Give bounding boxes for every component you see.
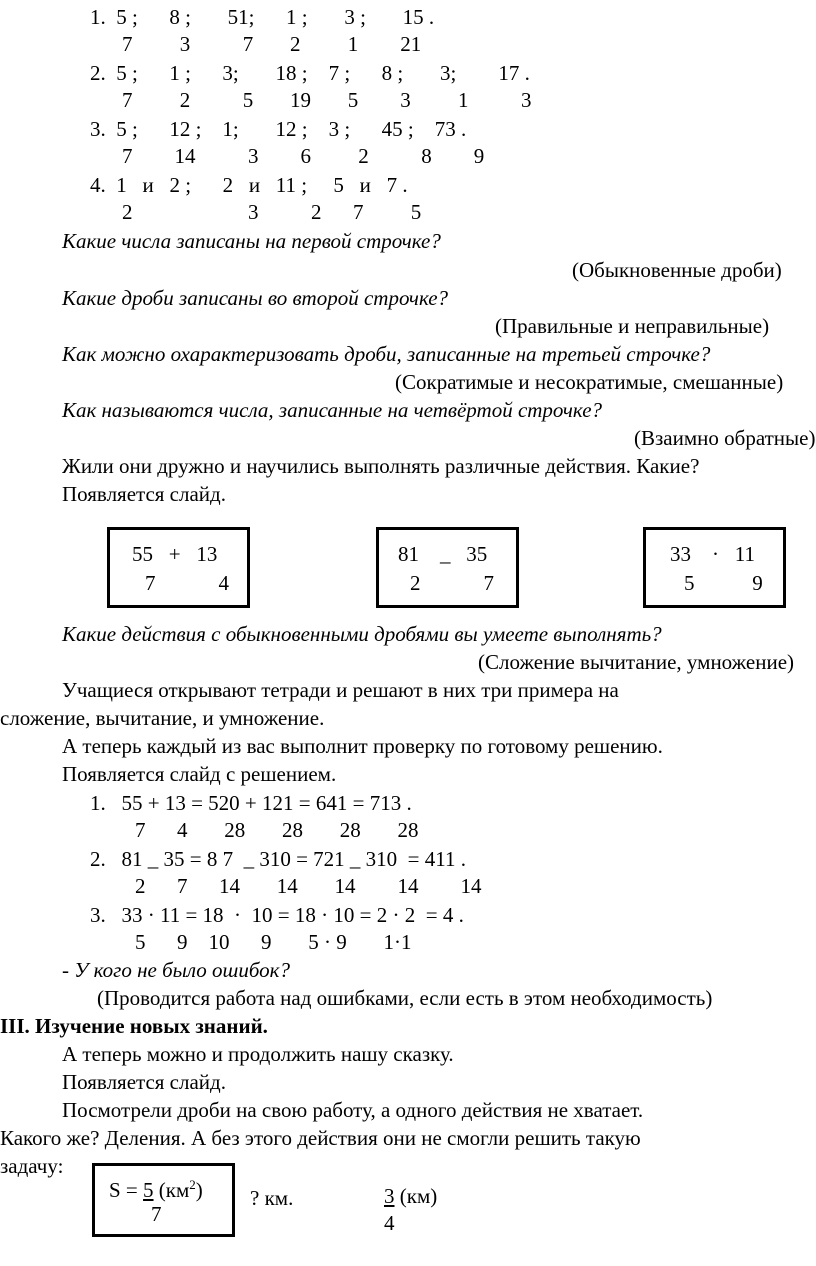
question-3: Как можно охарактеризовать дроби, записанные на третьей строчке? xyxy=(62,342,711,366)
box-multiplication-top: 33 · 11 xyxy=(670,542,755,566)
side-length: 3 (км) xyxy=(384,1184,438,1208)
box-subtraction-bottom: 2 7 xyxy=(410,571,494,595)
area-denominator: 7 xyxy=(151,1202,162,1226)
area-box xyxy=(92,1163,235,1237)
exercise-line-4: 4. 1 и 2 ; 2 и 11 ; 5 и 7 . xyxy=(90,173,408,197)
question-4: Как называются числа, записанные на четвёртой строчке? xyxy=(62,398,603,422)
question-6: - У кого не было ошибок? xyxy=(62,958,290,982)
side-denominator: 4 xyxy=(384,1211,395,1235)
exercise-line-4-denominators: 2 3 2 7 5 xyxy=(122,200,422,224)
exercise-line-3-denominators: 7 14 3 6 2 8 9 xyxy=(122,144,485,168)
paragraph-division-cont: Какого же? Деления. А без этого действия они не смогли решить такую xyxy=(0,1126,641,1150)
solution-1-denominators: 7 4 28 28 28 28 xyxy=(135,818,419,842)
exercise-line-1-denominators: 7 3 7 2 1 21 xyxy=(122,32,422,56)
exercise-line-3: 3. 5 ; 12 ; 1; 12 ; 3 ; 45 ; 73 . xyxy=(90,117,467,141)
paragraph-continue: А теперь можно и продолжить нашу сказку. xyxy=(62,1042,454,1066)
question-2: Какие дроби записаны во второй строчке? xyxy=(62,286,449,310)
answer-6: (Проводится работа над ошибками, если есть в этом необходимость) xyxy=(97,986,713,1010)
solution-3: 3. 33 · 11 = 18 · 10 = 18 · 10 = 2 · 2 = 4 . xyxy=(90,903,464,927)
paragraph-notebooks-cont: сложение, вычитание, и умножение. xyxy=(0,706,325,730)
answer-1: (Обыкновенные дроби) xyxy=(572,258,782,282)
answer-4: (Взаимно обратные) xyxy=(634,426,816,450)
exercise-line-2-denominators: 7 2 5 19 5 3 1 3 xyxy=(122,88,532,112)
box-multiplication-bottom: 5 9 xyxy=(684,571,763,595)
solution-2-denominators: 2 7 14 14 14 14 14 xyxy=(135,874,482,898)
exercise-line-1: 1. 5 ; 8 ; 51; 1 ; 3 ; 15 . xyxy=(90,5,435,29)
exercise-line-2: 2. 5 ; 1 ; 3; 18 ; 7 ; 8 ; 3; 17 . xyxy=(90,61,530,85)
paragraph-division: Посмотрели дроби на свою работу, а одного действия не хватает. xyxy=(62,1098,644,1122)
paragraph-actions: Жили они дружно и научились выполнять различные действия. Какие? xyxy=(62,454,700,478)
answer-5: (Сложение вычитание, умножение) xyxy=(478,650,795,674)
unknown-length: ? км. xyxy=(250,1186,294,1210)
example-box-multiplication xyxy=(643,527,786,608)
box-addition-top: 55 + 13 xyxy=(132,542,218,566)
answer-3: (Сократимые и несократимые, смешанные) xyxy=(395,370,784,394)
question-5: Какие действия с обыкновенными дробями вы умеете выполнять? xyxy=(62,622,662,646)
section-heading: III. Изучение новых знаний. xyxy=(0,1014,268,1038)
solution-1: 1. 55 + 13 = 520 + 121 = 641 = 713 . xyxy=(90,791,412,815)
box-subtraction-top: 81 _ 35 xyxy=(398,542,488,566)
example-box-subtraction xyxy=(376,527,519,608)
paragraph-slide: Появляется слайд. xyxy=(62,482,226,506)
paragraph-check: А теперь каждый из вас выполнит проверку по готовому решению. xyxy=(62,734,663,758)
question-1: Какие числа записаны на первой строчке? xyxy=(62,229,441,253)
box-addition-bottom: 7 4 xyxy=(145,571,229,595)
paragraph-notebooks: Учащиеся открывают тетради и решают в них три примера на xyxy=(62,678,619,702)
paragraph-slide-2: Появляется слайд. xyxy=(62,1070,226,1094)
solution-2: 2. 81 _ 35 = 8 7 _ 310 = 721 _ 310 = 411 . xyxy=(90,847,467,871)
answer-2: (Правильные и неправильные) xyxy=(495,314,770,338)
example-box-addition xyxy=(107,527,250,608)
area-formula: S = 5 $(км^2)$ xyxy=(109,1177,203,1202)
solution-3-denominators: 5 9 10 9 5 · 9 1·1 xyxy=(135,930,412,954)
paragraph-solution-slide: Появляется слайд с решением. xyxy=(62,762,337,786)
paragraph-task: задачу: xyxy=(0,1154,64,1178)
